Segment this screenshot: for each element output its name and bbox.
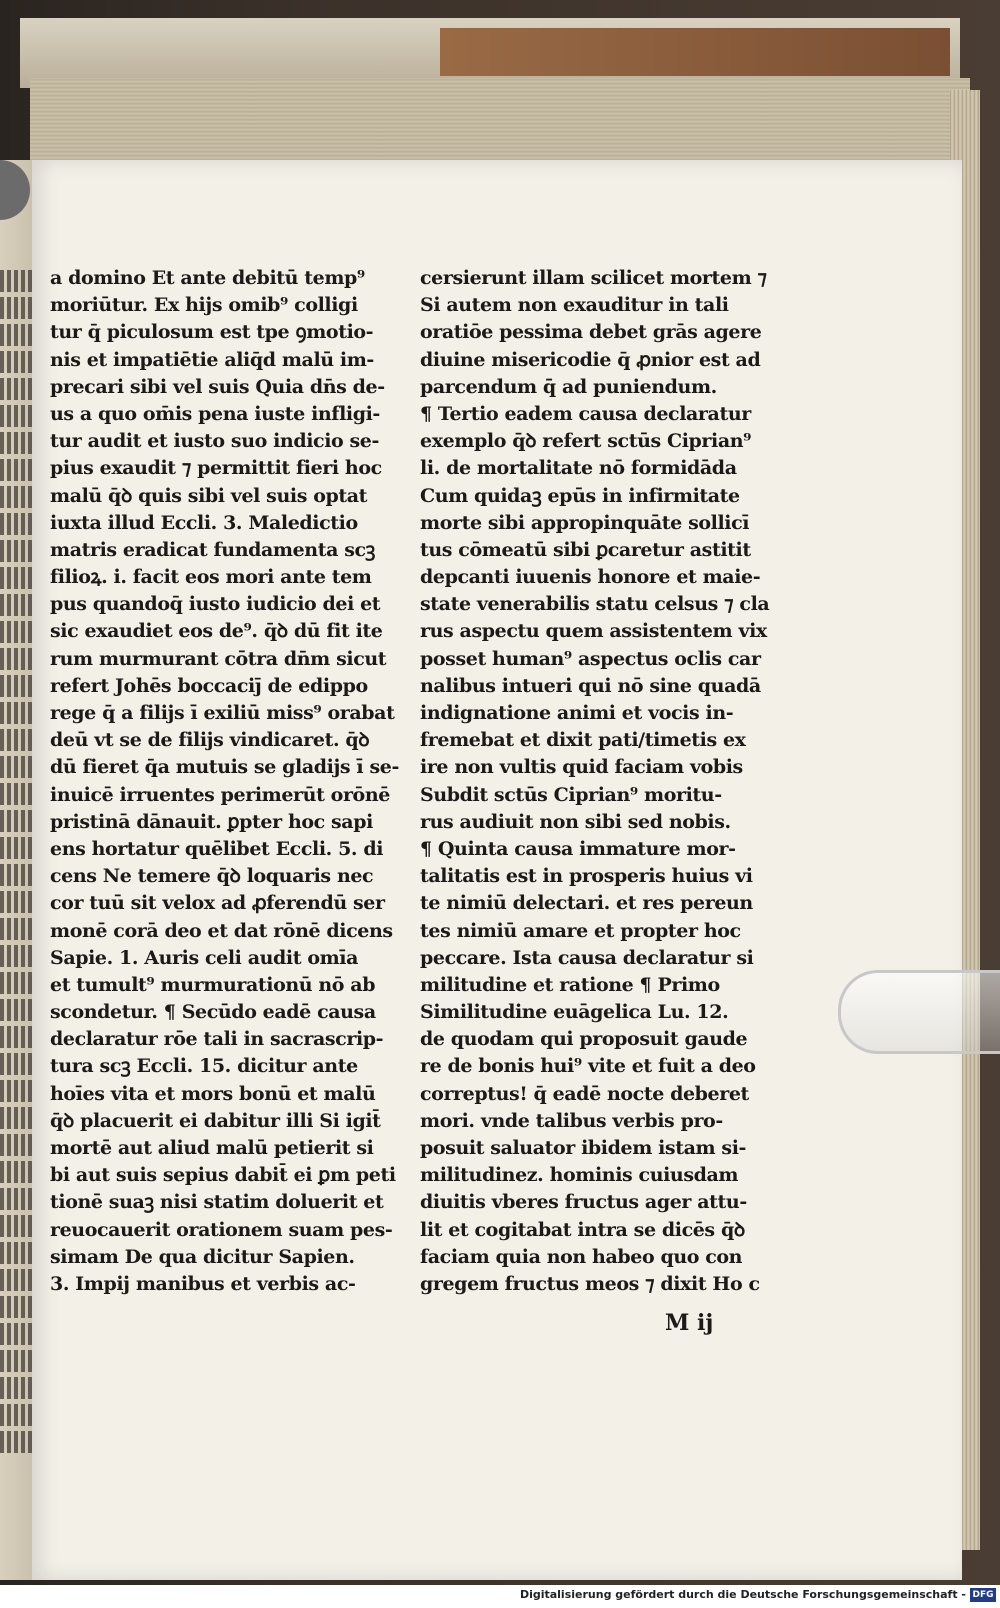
right-column-line: ¶ Quinta causa immature mor- — [420, 837, 736, 860]
left-column-line: sic exaudiet eos de⁹. q̄ꝺ dū fit ite — [50, 620, 383, 643]
right-text-column — [420, 265, 780, 1298]
right-column-line: posuit saluator ibidem istam si- — [420, 1137, 747, 1159]
right-column-line: ire non vultis quid faciam vobis — [420, 756, 743, 779]
right-column-line: faciam quia non habeo quo con — [420, 1245, 743, 1268]
left-column-line: et tumult⁹ murmurationū nō ab — [50, 973, 376, 996]
right-column-line: tus cōmeatū sibi ꝑcaretur astitit — [420, 538, 751, 561]
right-column-line: diuine misericodie q̄ ꝓnior est ad — [420, 348, 761, 371]
right-column-line: lit et cogitabat intra se dicēs q̄ꝺ — [420, 1218, 745, 1241]
left-column-line: cor tuū sit velox ad ꝓferendū ser — [50, 892, 385, 915]
right-column-line: ¶ Tertio eadem causa declaratur — [420, 402, 751, 425]
right-column-line: Cum quidaꝫ epūs in infirmitate — [420, 484, 740, 507]
right-column-line: de quodam qui proposuit gaude — [420, 1028, 748, 1051]
left-column-line: us a quo om̄is pena iuste infligi- — [50, 402, 380, 425]
left-column-line: tur q̄ piculosum est tpe ꝯmotio- — [50, 321, 374, 344]
left-column-line: q̄ꝺ placuerit ei dabitur illi Si igit̄ — [50, 1109, 381, 1132]
signature-mark: M ij — [665, 1310, 714, 1336]
left-column-line: deū vt se de filijs vindicaret. q̄ꝺ — [50, 729, 370, 752]
right-column-line: rus aspectu quem assistentem vix — [420, 620, 767, 643]
right-column-line: militudinez. hominis cuiusdam — [420, 1164, 739, 1187]
left-column-line: ens hortatur quēlibet Eccli. 5. di — [50, 837, 384, 860]
right-column-line: Subdit sctūs Ciprian⁹ moritu- — [420, 783, 722, 806]
right-column-line: li. de mortalitate nō formidāda — [420, 457, 737, 480]
dfg-credit-text: Digitalisierung gefördert durch die Deutsche Forschungsgemeinschaft - — [519, 1588, 966, 1601]
left-column-line: simam De qua dicitur Sapien. — [50, 1245, 355, 1268]
right-column-line: fremebat et dixit pati/timetis ex — [420, 729, 746, 752]
right-column-line: cersierunt illam scilicet mortem ⁊ — [420, 267, 767, 289]
left-column-line: filioꝝ. i. facit eos mori ante tem — [50, 566, 372, 589]
left-column-line: moriūtur. Ex hijs omib⁹ colligi — [50, 294, 358, 317]
right-column-line: rus audiuit non sibi sed nobis. — [420, 810, 731, 833]
right-column-line: te nimiū delectari. et res pereun — [420, 892, 753, 915]
glass-page-clip — [838, 970, 1000, 1054]
left-column-line: mortē aut aliud malū petierit si — [50, 1137, 374, 1159]
right-column-line: Si autem non exauditur in tali — [420, 294, 729, 317]
left-column-line: dū fieret q̄a mutuis se gladijs ī se- — [50, 756, 399, 779]
left-column-line: nis et impatiētie aliq̄d malū im- — [50, 348, 374, 371]
right-column-line: diuitis vberes fructus ager attu- — [420, 1191, 747, 1214]
right-column-line: nalibus intueri qui nō sine quadā — [420, 674, 761, 697]
left-column-line: a domino Et ante debitū temp⁹ — [50, 267, 365, 289]
right-column-line: Similitudine euāgelica Lu. 12. — [420, 1001, 729, 1024]
left-column-line: hoīes vita et mors bonū et malū — [50, 1082, 376, 1105]
left-column-line: matris eradicat fundamenta scꝫ — [50, 538, 375, 561]
left-column-line: rege q̄ a filijs ī exiliū miss⁹ orabat — [50, 702, 395, 724]
footer-bar — [0, 1585, 1000, 1608]
left-column-line: declaratur rōe tali in sacrascrip- — [50, 1028, 384, 1051]
left-column-line: refert Johēs boccacij̄ de edippo — [50, 674, 368, 697]
right-column-line: gregem fructus meos ⁊ dixit Ho c — [420, 1272, 760, 1295]
left-column-line: tur audit et iusto suo indicio se- — [50, 430, 379, 453]
left-text-column — [50, 265, 410, 1298]
right-column-line: tes nimiū amare et propter hoc — [420, 919, 741, 942]
left-column-line: scondetur. ¶ Secūdo eadē causa — [50, 1001, 376, 1024]
left-column-line: cens Ne temere q̄ꝺ loquaris nec — [50, 865, 374, 888]
right-column-line: peccare. Ista causa declaratur si — [420, 946, 754, 969]
left-column-line: monē corā deo et dat rōnē dicens — [50, 919, 393, 942]
left-column-line: tura scꝫ Eccli. 15. dicitur ante — [50, 1055, 358, 1078]
left-column-line: reuocauerit orationem suam pes- — [50, 1218, 393, 1241]
right-column-line: parcendum q̄̄ ad puniendum. — [420, 375, 717, 398]
left-column-line: malū q̄ꝺ quis sibi vel suis optat — [50, 484, 368, 507]
left-column-line: inuicē irruentes perimerūt orōnē — [50, 783, 390, 806]
left-column-line: tionē suaꝫ nisi statim doluerit et — [50, 1191, 384, 1214]
left-column-line: rum murmurant cōtra dn̄m sicut — [50, 647, 387, 670]
right-column-line: re de bonis hui⁹ vite et fuit a deo — [420, 1055, 756, 1078]
left-column-line: pristinā dānauit. ꝑpter hoc sapi — [50, 810, 373, 833]
left-column-line: pus quandoq̄ iusto iudicio dei et — [50, 593, 381, 616]
right-column-line: depcanti iuuenis honore et maie- — [420, 566, 761, 589]
dfg-logo-icon: DFG — [970, 1588, 996, 1602]
leather-binding — [440, 28, 950, 76]
right-column-line: militudine et ratione ¶ Primo — [420, 973, 720, 996]
right-column-line: oratiōe pessima debet grās agere — [420, 321, 762, 344]
right-column-line: posset human⁹ aspectus oclis car — [420, 647, 761, 670]
right-column-line: talitatis est in prosperis huius vi — [420, 865, 753, 888]
right-column-line: exemplo q̄ꝺ refert sctūs Ciprian⁹ — [420, 430, 752, 453]
right-column-line: state venerabilis statu celsus ⁊ cla — [420, 593, 770, 616]
left-column-line: bi aut suis sepius dabit̄ ei ꝑm peti — [50, 1164, 396, 1187]
right-column-line: correptus! q̄ eadē nocte deberet — [420, 1082, 749, 1105]
left-column-line: iuxta illud Eccli. 3. Maledictio — [50, 511, 358, 534]
right-column-line: mori. vnde talibus verbis pro- — [420, 1109, 723, 1132]
left-column-line: Sapie. 1. Auris celi audit omīa — [50, 946, 359, 969]
left-column-line: 3. Impij manibus et verbis ac- — [50, 1272, 356, 1295]
right-column-line: morte sibi appropinquāte sollicī — [420, 511, 750, 534]
left-column-line: precari sibi vel suis Quia dn̄s de- — [50, 375, 385, 398]
left-column-line: pius exaudit ⁊ permittit fieri hoc — [50, 457, 382, 480]
right-column-line: indignatione animi et vocis in- — [420, 702, 734, 724]
